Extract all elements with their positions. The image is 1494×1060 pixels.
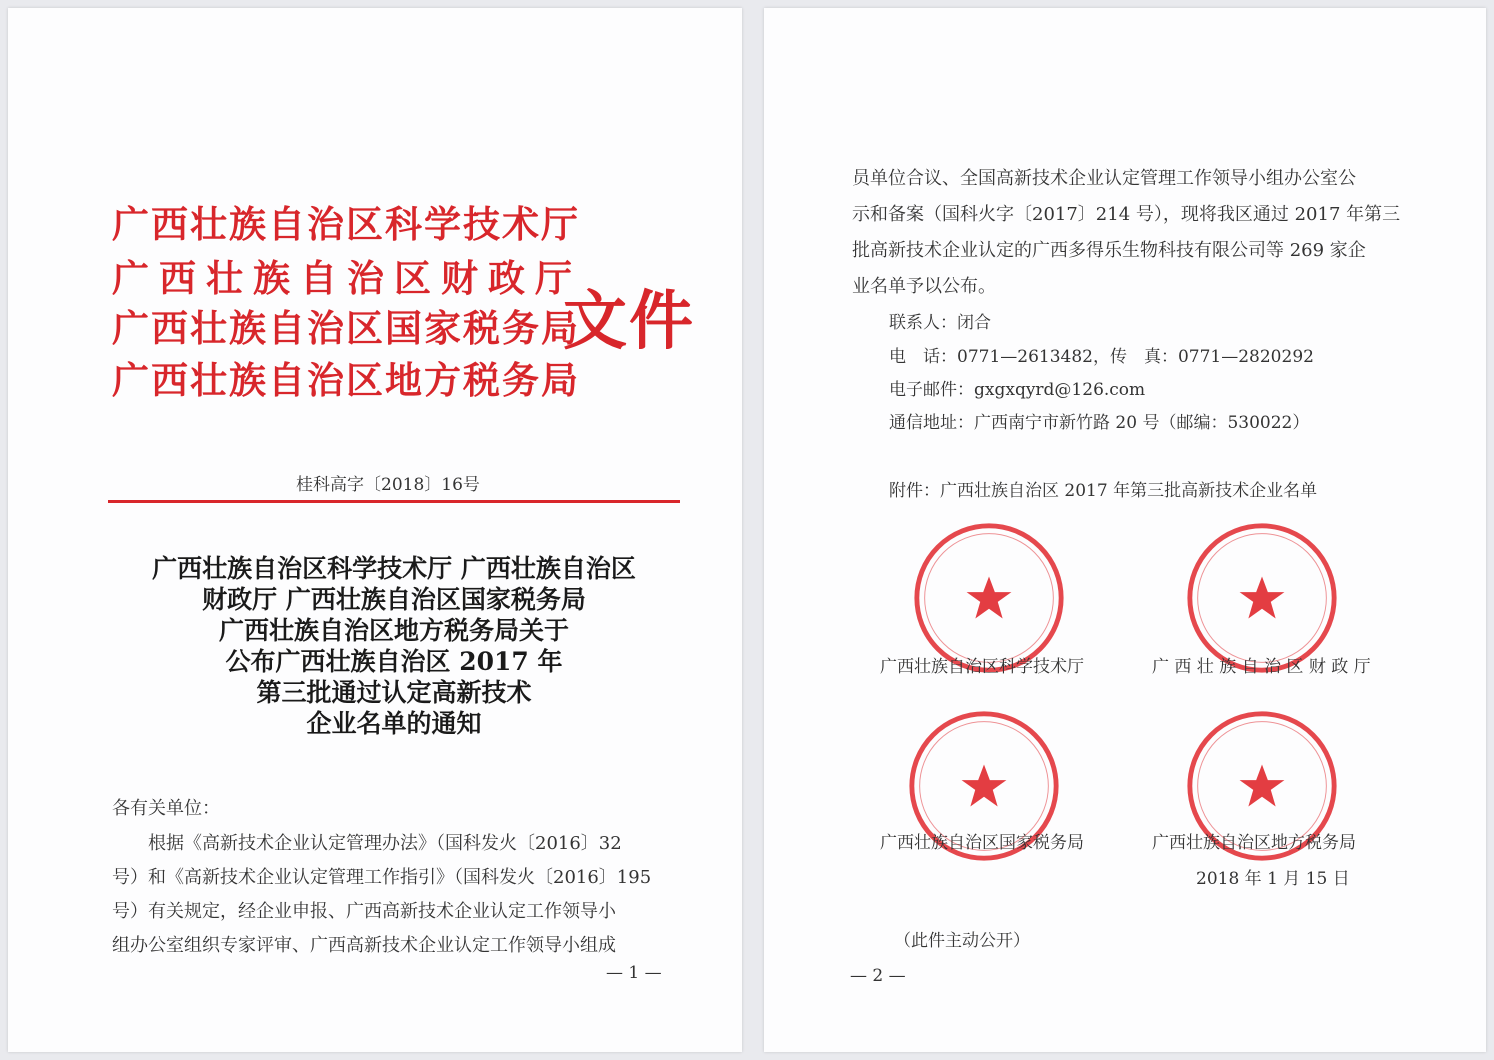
title-line: 企业名单的通知 xyxy=(306,709,482,738)
attachment-note: 附件：广西壮族自治区 2017 年第三批高新技术企业名单 xyxy=(889,481,1318,501)
header-wenjian: 文件 xyxy=(563,284,695,359)
body-text xyxy=(112,827,684,963)
body-line: 号）有关规定，经企业申报、广西高新技术企业认定工作领导小 xyxy=(112,901,616,922)
body-line: 根据《高新技术企业认定管理办法》（国科发火〔2016〕32 xyxy=(112,833,622,854)
body-text-continued xyxy=(852,161,1432,305)
disclosure-note: （此件主动公开） xyxy=(894,931,1030,951)
header-issuer-3: 广西壮族自治区国家税务局 xyxy=(112,306,580,350)
left-page xyxy=(8,8,742,1052)
contact-person: 联系人：闭合 xyxy=(889,313,991,333)
page-number: — 2 — xyxy=(850,966,906,986)
body-line: 业名单予以公布。 xyxy=(852,276,996,297)
signatory-finance-dept: 广 西 壮 族 自 治 区 财 政 厅 xyxy=(1152,657,1371,677)
body-line: 示和备案（国科火字〔2017〕214 号），现将我区通过 2017 年第三 xyxy=(852,204,1401,225)
contact-email: 电子邮件：gxgxqyrd@126.com xyxy=(889,380,1146,400)
signatory-national-tax: 广西壮族自治区国家税务局 xyxy=(880,833,1084,853)
body-line: 号）和《高新技术企业认定管理工作指引》（国科发火〔2016〕195 xyxy=(112,867,652,888)
title-line: 广西壮族自治区科学技术厅 广西壮族自治区 xyxy=(152,554,636,583)
issue-date: 2018 年 1 月 15 日 xyxy=(1196,869,1350,889)
body-line: 批高新技术企业认定的广西多得乐生物科技有限公司等 269 家企 xyxy=(852,240,1366,261)
title-line: 第三批通过认定高新技术 xyxy=(256,678,532,707)
signatory-local-tax: 广西壮族自治区地方税务局 xyxy=(1152,833,1356,853)
salutation: 各有关单位： xyxy=(112,798,220,819)
contact-address: 通信地址：广西南宁市新竹路 20 号（邮编：530022） xyxy=(889,413,1310,433)
title-line: 财政厅 广西壮族自治区国家税务局 xyxy=(202,585,586,614)
header-issuer-4: 广西壮族自治区地方税务局 xyxy=(112,358,580,402)
right-page xyxy=(764,8,1486,1052)
page-number: — 1 — xyxy=(606,963,662,983)
signatory-science-dept: 广西壮族自治区科学技术厅 xyxy=(880,657,1084,677)
body-line: 组办公室组织专家评审、广西高新技术企业认定工作领导小组成 xyxy=(112,935,616,956)
document-number: 桂科高字〔2018〕16号 xyxy=(296,475,480,495)
header-issuer-1: 广西壮族自治区科学技术厅 xyxy=(112,202,580,246)
red-divider xyxy=(108,500,680,503)
body-line: 员单位合议、全国高新技术企业认定管理工作领导小组办公室公 xyxy=(852,168,1356,189)
title-line: 公布广西壮族自治区 2017 年 xyxy=(225,647,563,676)
document-title xyxy=(108,553,680,739)
contact-phone-fax: 电 话：0771—2613482，传 真：0771—2820292 xyxy=(889,347,1314,367)
header-issuer-2: 广西壮族自治区财政厅 xyxy=(112,256,582,300)
title-line: 广西壮族自治区地方税务局关于 xyxy=(218,616,569,645)
